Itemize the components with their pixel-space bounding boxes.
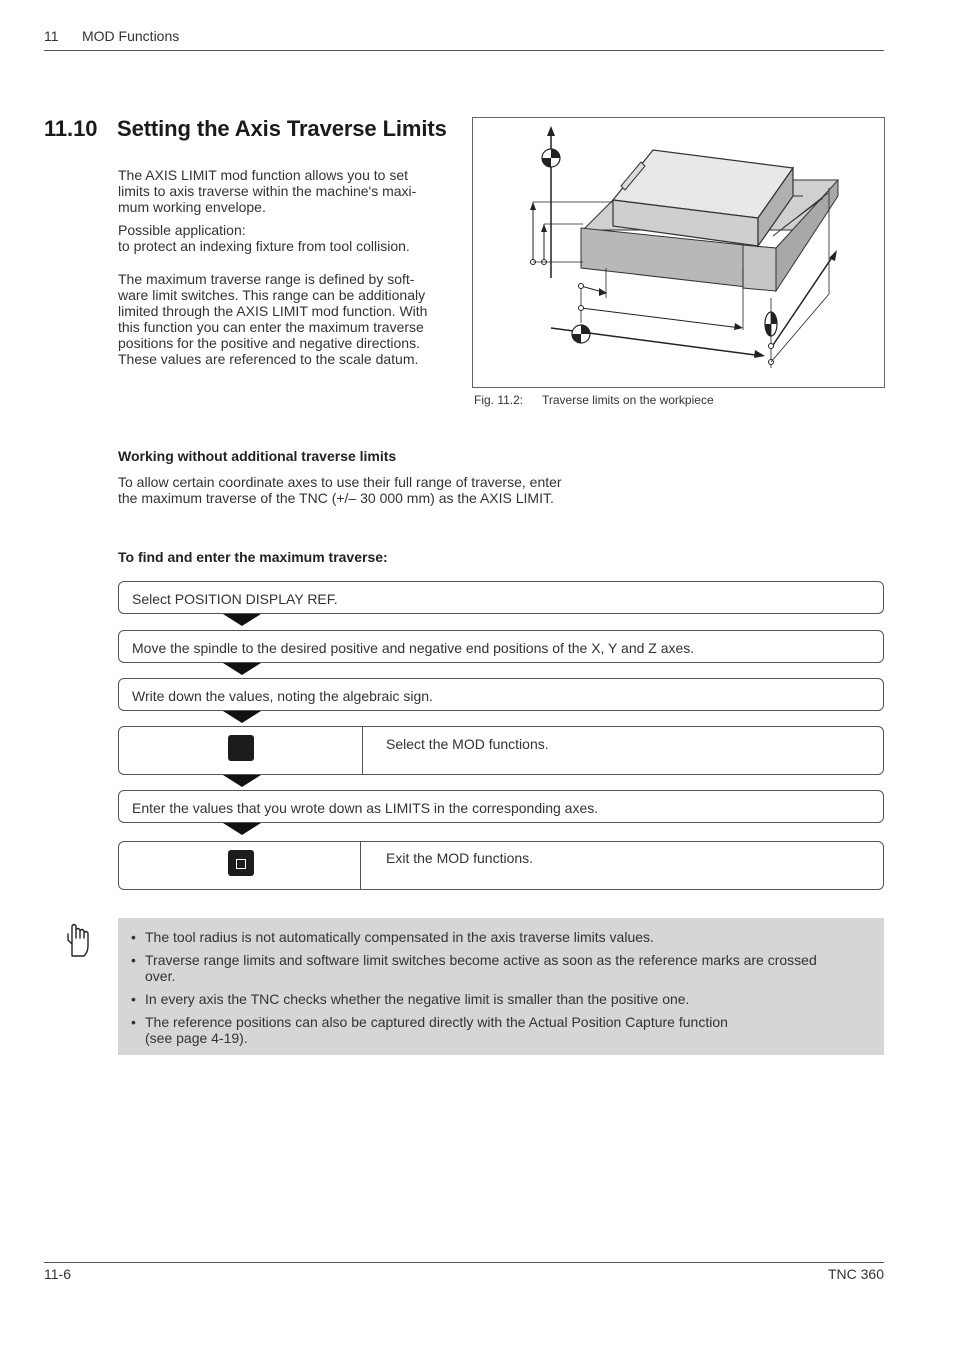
procedure-heading: To find and enter the maximum traverse: <box>118 549 388 565</box>
page-number: 11-6 <box>44 1266 71 1282</box>
hand-pointing-icon <box>64 922 94 958</box>
footer-rule <box>44 1262 884 1263</box>
note-text: Traverse range limits and software limit switches become active as soon as the reference marks are crossed <box>145 952 817 968</box>
step-box-with-key <box>118 841 884 890</box>
step-arrow-icon <box>223 711 261 723</box>
step-text: Select POSITION DISPLAY REF. <box>132 591 338 607</box>
step-text: Select the MOD functions. <box>386 736 549 752</box>
range-line: These values are referenced to the scale datum. <box>118 351 419 367</box>
note-text: The tool radius is not automatically compensated in the axis traverse limits values. <box>145 929 654 945</box>
application-paragraph <box>118 222 458 254</box>
figure-traverse-limits <box>472 117 885 388</box>
application-line: Possible application: <box>118 222 246 238</box>
intro-line: limits to axis traverse within the machine's maxi- <box>118 183 417 199</box>
range-line: ware limit switches. This range can be additionaly <box>118 287 426 303</box>
intro-line: The AXIS LIMIT mod function allows you to set <box>118 167 408 183</box>
note-box <box>118 918 884 1055</box>
step-text: Exit the MOD functions. <box>386 850 534 866</box>
section-title: Setting the Axis Traverse Limits <box>117 116 447 141</box>
step-box <box>118 790 884 823</box>
workpiece-illustration <box>473 118 884 387</box>
note-list <box>131 929 866 1053</box>
chapter-title: MOD Functions <box>82 28 180 44</box>
figure-caption-text: Traverse limits on the workpiece <box>542 393 714 407</box>
list-item <box>131 1014 866 1046</box>
note-text: (see page 4-19). <box>145 1030 248 1046</box>
without-limits-paragraph <box>118 474 718 506</box>
chapter-number: 11 <box>44 28 59 44</box>
step-box <box>118 678 884 711</box>
range-line: this function you can enter the maximum traverse <box>118 319 424 335</box>
note-text: The reference positions can also be captured directly with the Actual Position Capture function <box>145 1014 728 1030</box>
intro-line: mum working envelope. <box>118 199 266 215</box>
step-text: Write down the values, noting the algebraic sign. <box>132 688 433 704</box>
step-arrow-icon <box>223 823 261 835</box>
step-divider <box>360 842 361 889</box>
figure-caption <box>474 393 714 407</box>
product-name: TNC 360 <box>827 1266 884 1282</box>
step-arrow-icon <box>223 775 261 787</box>
note-text: over. <box>145 968 176 984</box>
note-text: In every axis the TNC checks whether the negative limit is smaller than the positive one. <box>145 991 690 1007</box>
step-box <box>118 581 884 614</box>
without-limits-line: the maximum traverse of the TNC (+/– 30 000 mm) as the AXIS LIMIT. <box>118 490 554 506</box>
figure-label: Fig. 11.2: <box>474 393 524 407</box>
list-item <box>131 929 866 945</box>
without-limits-line: To allow certain coordinate axes to use their full range of traverse, enter <box>118 474 562 490</box>
step-divider <box>362 727 363 774</box>
square-icon <box>236 859 246 869</box>
end-key-icon[interactable] <box>228 850 254 876</box>
table-end-block <box>743 245 776 291</box>
step-text: Enter the values that you wrote down as LIMITS in the corresponding axes. <box>132 800 599 816</box>
without-limits-heading: Working without additional traverse limits <box>118 448 397 464</box>
application-line: to protect an indexing fixture from tool collision. <box>118 238 410 254</box>
step-arrow-icon <box>223 614 261 626</box>
range-paragraph <box>118 271 463 367</box>
step-arrow-icon <box>223 663 261 675</box>
intro-paragraph <box>118 167 458 215</box>
range-line: positions for the positive and negative directions. <box>118 335 420 351</box>
range-line: The maximum traverse range is defined by soft- <box>118 271 415 287</box>
list-item <box>131 991 866 1007</box>
step-box <box>118 630 884 663</box>
mod-key-icon[interactable] <box>228 735 254 761</box>
step-text: Move the spindle to the desired positive and negative end positions of the X, Y and Z axes. <box>132 640 695 656</box>
page-title <box>44 116 447 142</box>
section-number: 11.10 <box>44 116 98 141</box>
range-line: limited through the AXIS LIMIT mod function. With <box>118 303 428 319</box>
header-rule <box>44 50 884 51</box>
step-box-with-key <box>118 726 884 775</box>
list-item <box>131 952 866 984</box>
